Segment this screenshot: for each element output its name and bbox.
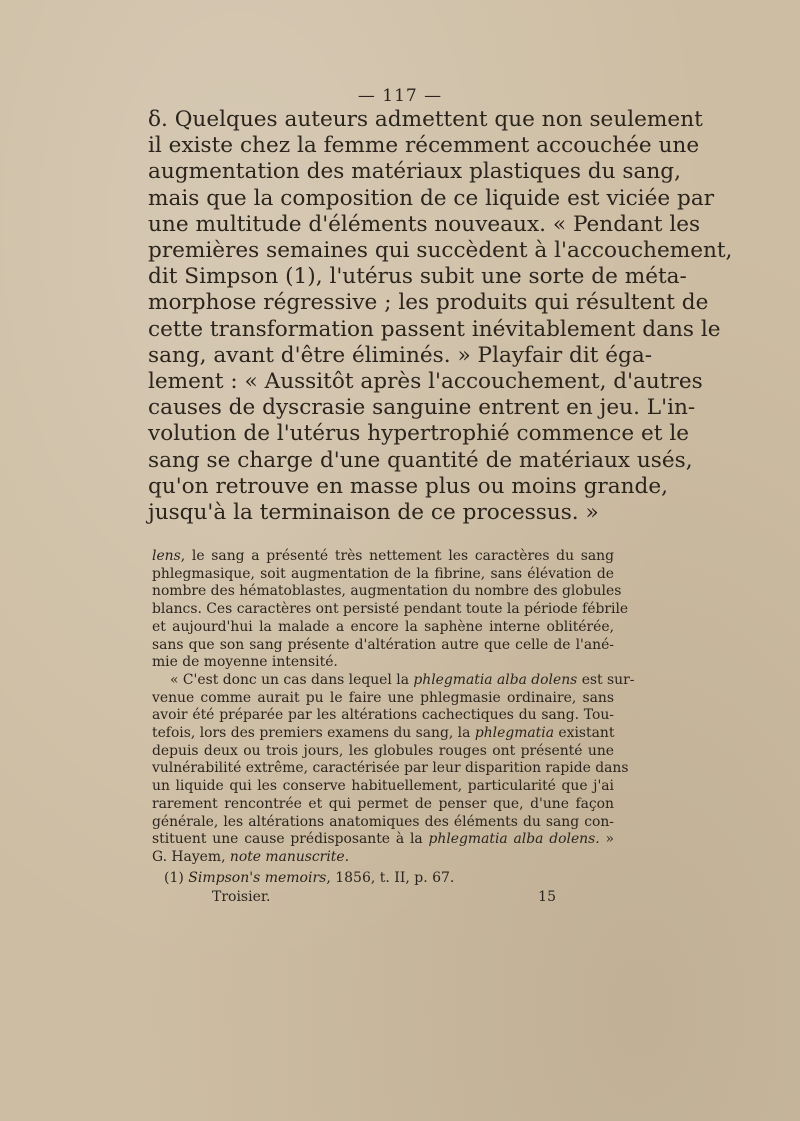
footnote-line: venue comme aurait pu le faire une phlegmasie ordinaire, sans <box>152 689 614 706</box>
italic-term: note manuscrite. <box>229 848 349 865</box>
footnote-line: générale, les altérations anatomiques des éléments du sang con- <box>152 813 614 830</box>
text-line: premières semaines qui succèdent à l'accouchement, <box>148 238 733 264</box>
footnote-line: phlegmasique, soit augmentation de la fibrine, sans élévation de <box>152 565 614 582</box>
text-line: volution de l'utérus hypertrophié commence et le <box>148 421 690 447</box>
text-line: mais que la composition de ce liquide est viciée par <box>148 185 715 211</box>
printer-signature <box>212 889 556 905</box>
text-line: δ. Quelques auteurs admettent que non seulement <box>148 107 703 132</box>
text-line: sang se charge d'une quantité de matériaux usés, <box>148 447 693 473</box>
footnote-line: stituent une cause prédisposante à la phlegmatia alba dolens. » <box>152 831 614 848</box>
footnote-line: mie de moyenne intensité. <box>152 654 338 671</box>
text-line: une multitude d'éléments nouveaux. « Pendant les <box>148 211 701 237</box>
footnote-line: et aujourd'hui la malade a encore la saphène interne oblitérée, <box>152 618 614 635</box>
footnote-line: nombre des hématoblastes, augmentation du nombre des globules <box>152 583 622 600</box>
reference-title: Simpson's memoirs <box>188 870 327 886</box>
signature-author: Troisier. <box>212 889 271 905</box>
italic-term: phlegmatia alba dolens <box>413 671 578 688</box>
italic-term: lens <box>152 548 181 564</box>
text-line: dit Simpson (1), l'utérus subit une sorte de méta- <box>148 264 687 290</box>
footnote-line: sans que son sang présente d'altération autre que celle de l'ané- <box>152 636 614 653</box>
text-line: causes de dyscrasie sanguine entrent en jeu. L'in- <box>148 395 696 421</box>
footnote-line: « C'est donc un cas dans lequel la phlegmatia alba dolens est sur- <box>170 671 635 688</box>
text-line: il existe chez la femme récemment accouchée une <box>148 133 700 159</box>
main-paragraph <box>148 107 733 526</box>
page-number: — 117 — <box>357 86 443 106</box>
footnote-attribution: G. Hayem, note manuscrite. <box>152 848 349 865</box>
text-line: jusqu'à la terminaison de ce processus. » <box>148 500 599 526</box>
footnote-line: un liquide qui les conserve habituellement, particularité que j'ai <box>152 778 614 795</box>
text-line: morphose régressive ; les produits qui résultent de <box>148 290 709 316</box>
italic-term: phlegmatia <box>474 725 554 742</box>
text-line: cette transformation passent inévitablement dans le <box>148 316 721 342</box>
footnote-block <box>152 548 635 867</box>
italic-term: phlegmatia alba dolens. <box>428 831 600 848</box>
footnote-line: vulnérabilité extrême, caractérisée par leur disparition rapide dans <box>152 760 629 777</box>
text-line: lement : « Aussitôt après l'accouchement, d'autres <box>148 369 703 395</box>
text-line: sang, avant d'être éliminés. » Playfair dit éga- <box>148 342 653 368</box>
text-line: augmentation des matériaux plastiques du sang, <box>148 159 681 185</box>
footnote-line: avoir été préparée par les altérations cachectiques du sang. Tou- <box>152 707 614 724</box>
footnote-line: tefois, lors des premiers examens du sang, la phlegmatia existant <box>152 725 615 742</box>
signature-sheet-number: 15 <box>538 889 556 905</box>
text-line: qu'on retrouve en masse plus ou moins grande, <box>148 473 668 499</box>
footnote-line: blancs. Ces caractères ont persisté pendant toute la période fébrile <box>152 601 629 618</box>
footnote-line: depuis deux ou trois jours, les globules rouges ont présenté une <box>152 742 614 759</box>
footnote-line: rarement rencontrée et qui permet de penser que, d'une façon <box>152 795 614 812</box>
footnote-line: lens, le sang a présenté très nettement les caractères du sang <box>152 548 614 564</box>
reference-note: (1) Simpson's memoirs, 1856, t. II, p. 67. <box>164 870 455 886</box>
